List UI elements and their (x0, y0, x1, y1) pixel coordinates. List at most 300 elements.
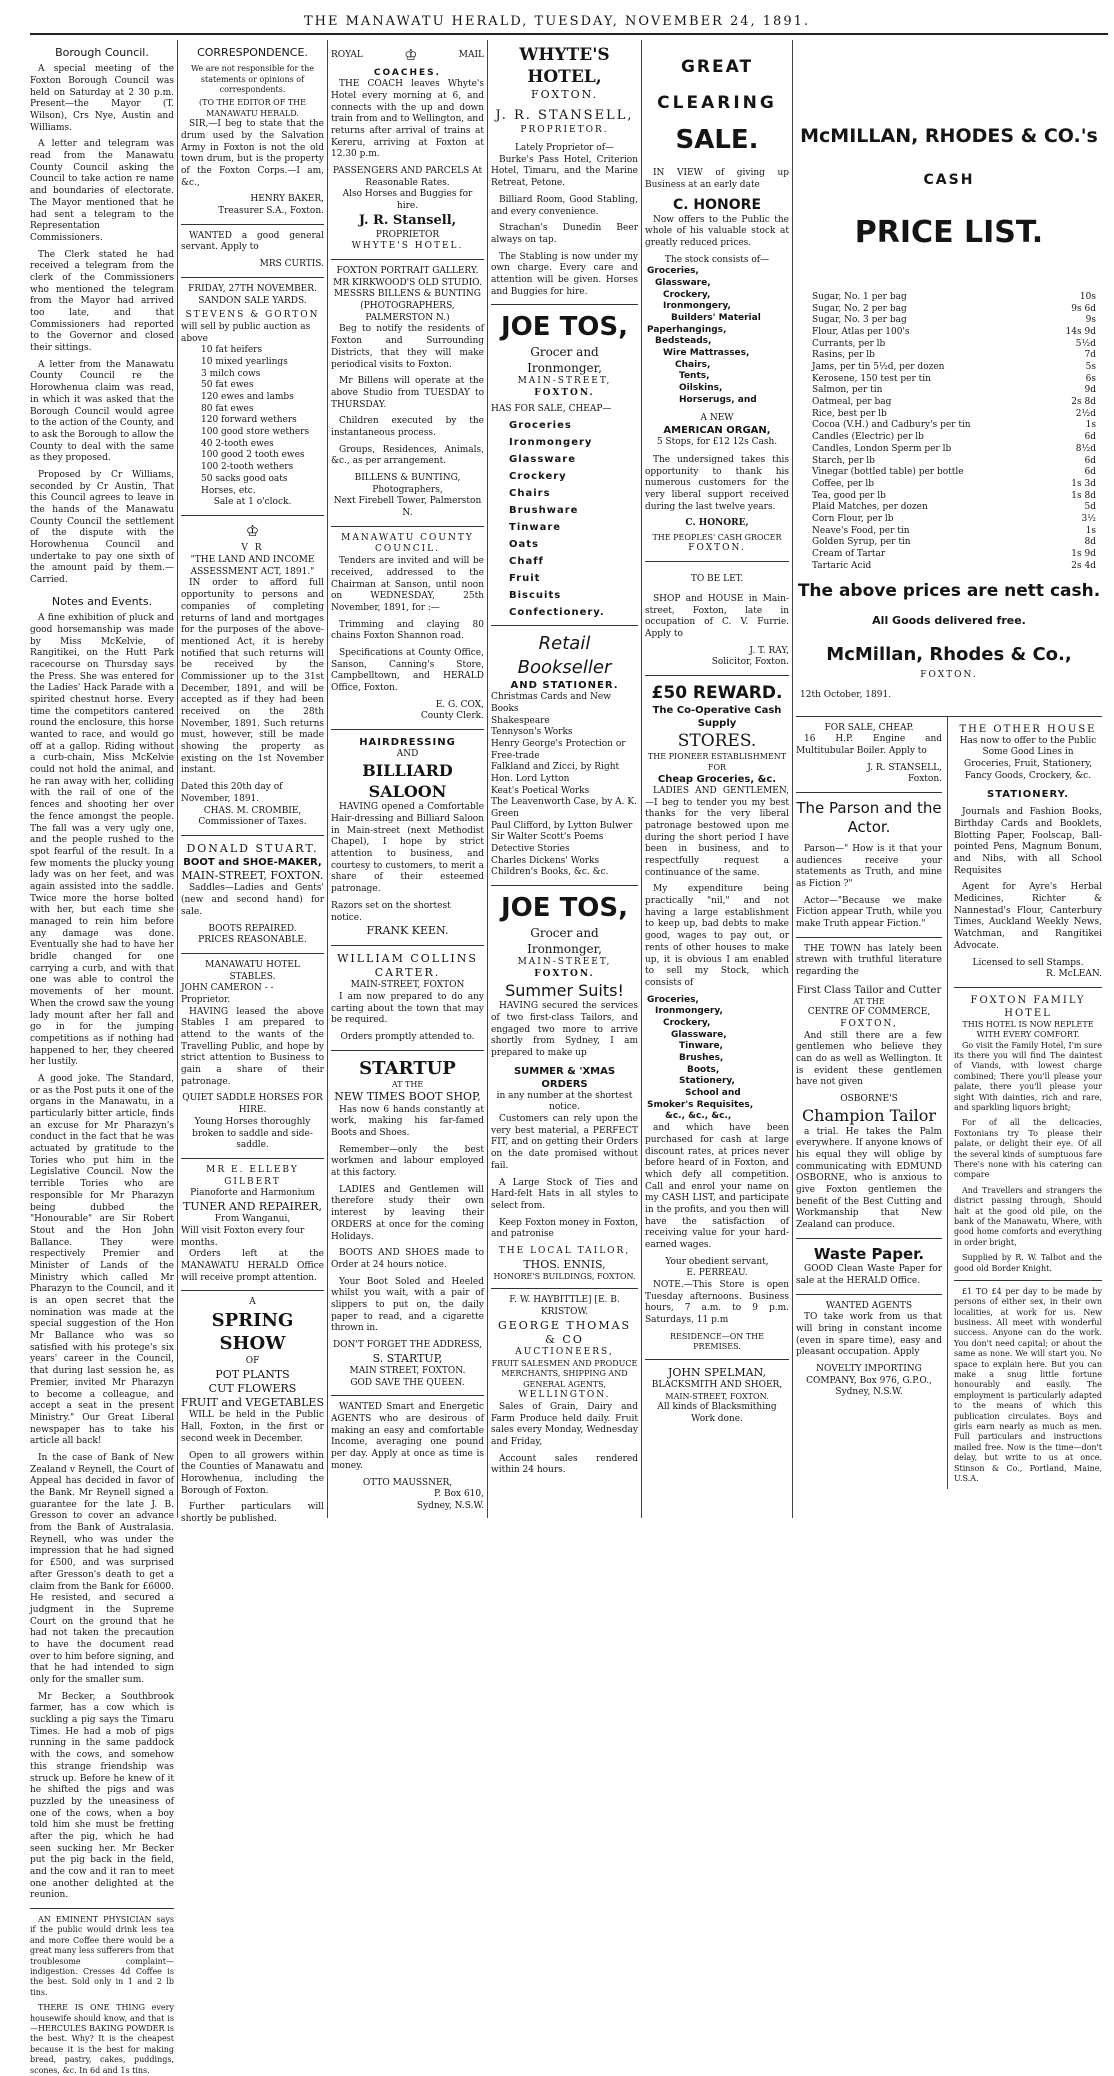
coop-list (645, 995, 789, 1124)
billens-signature: BILLENS & BUNTING, Photographers, (354, 473, 461, 495)
billens-address: Next Firebell Tower, Palmerston N. (333, 496, 482, 519)
mail-label: MAIL (458, 49, 484, 60)
article-paragraph: Proposed by Cr Williams, seconded by Cr Austin, That this Council agrees to leave in the hands of the Manawatu County Council the settlement of the dispute with the Horowhenua Council and undertake to pay one sixth of the amount paid by them.—Carried. (30, 469, 174, 586)
stock-item: Bedsteads, (655, 336, 712, 347)
wellington-label: WELLINGTON. (518, 1390, 611, 1401)
family-hotel-poem: And Travellers and strangers the district passing through, Should halt at the good old pile, on the bank of the Manawatu, Where, with good home comforts and everything in order bright, (954, 1185, 1102, 1247)
coop-item: Tinware, (679, 1041, 723, 1052)
blacksmith-label: BLACKSMITH AND SHOER, (651, 1379, 783, 1390)
divider (331, 729, 484, 730)
column-rule (327, 40, 328, 1518)
divider (645, 1359, 789, 1360)
price-row (796, 374, 1102, 386)
stock-item: 40 2-tooth ewes (201, 438, 274, 449)
price-value: 9s 6d (1071, 303, 1096, 314)
actor-text: Actor—"Because we make Fiction appear Truth, while you make Truth appear Fiction." (796, 895, 942, 930)
haybittle-line: F. W. HAYBITTLE] [E. B. KRISTOW. (509, 1295, 620, 1318)
hotel-text: The Stabling is now under my own charge. Every care and attention will be given. Horses and Buggies for hire. (491, 251, 638, 297)
price-value: 9s (1085, 315, 1096, 326)
divider (331, 259, 484, 260)
goods-item: Confectionery. (509, 607, 605, 619)
passengers: PASSENGERS AND PARCELS At Reasonable Rates. (332, 166, 483, 188)
stock-item: Wire Mattrasses, (663, 348, 750, 359)
bookseller-title: Retail Bookseller (517, 633, 612, 678)
tuner-title: TUNER AND REPAIRER, (182, 1199, 322, 1213)
offers-text: Now offers to the Public the whole of his valuable stock at greatly reduced prices. (645, 214, 789, 248)
startup-address: MAIN STREET, FOXTON. (349, 1366, 466, 1376)
price-row (796, 526, 1102, 538)
tax-heading: "THE LAND AND INCOME ASSESSMENT ACT, 1891." (190, 555, 315, 577)
price-item: Starch, per lb (812, 455, 875, 466)
divider (181, 224, 324, 225)
divider (331, 1050, 484, 1051)
startup-title: STARTUP (359, 1057, 456, 1079)
residence: RESIDENCE—ON THE PREMISES. (670, 1331, 764, 1352)
great-label: GREAT (680, 57, 754, 77)
tailor-text: Customers can rely upon the very best material, a PERFECT FIT, and on getting their Orders on the date promised without fail. (491, 1114, 638, 1171)
coop-item: Groceries, (647, 994, 699, 1005)
stock-item: Horserugs, and (679, 394, 757, 405)
hotel-text: Burke's Pass Hotel, Criterion Hotel, Timaru, and the Marine Retreat, Petone. (491, 154, 638, 189)
price-value: 6d (1084, 455, 1096, 466)
goods-item: Tinware (509, 522, 562, 534)
price-item: Flour, Atlas per 100's (812, 326, 910, 337)
kirkwood-studio: MR KIRKWOOD'S OLD STUDIO. (333, 277, 482, 288)
price-row (796, 549, 1102, 561)
stationery-text: Agent for Ayre's Herbal Medicines, Richter & Nannestad's Flour, Canterbury Times, Auckland Weekly News, Watchman, and Rangitikei Advocate. (954, 882, 1102, 951)
town-text: THE TOWN has lately been strewn with truthful literature regarding the (796, 943, 942, 978)
divider (796, 1238, 942, 1239)
wanted-contact: MRS CURTIS. (259, 259, 324, 270)
divider (181, 1290, 324, 1291)
goods-item: Brushware (509, 505, 579, 517)
coffee-ad: AN EMINENT PHYSICIAN says if the public would drink less tea and more Coffee there would be a great many less sufferers from that troublesome complaint—indigestion. Cresses 4d Coffee is the best. Sold only in 1 and 2 lb tins. (30, 1915, 174, 1997)
article-paragraph: A letter from the Manawatu County Council re the Horowhenua claim was read, in which it was asked that the Borough Council would agree to the action of the County, and to ask the Borough to allow the County to deal with the same as they proposed. (30, 359, 174, 464)
column-1 (30, 44, 174, 2075)
reward-title: £50 REWARD. (651, 682, 783, 703)
divider (181, 277, 324, 278)
price-row (796, 315, 1102, 327)
price-value: 8½d (1075, 443, 1096, 454)
price-row (796, 467, 1102, 479)
borough-council-heading: Borough Council. (55, 46, 149, 59)
divider (796, 1294, 942, 1295)
parson-actor-title: The Parson and the Actor. (796, 798, 942, 837)
price-row (796, 327, 1102, 339)
per-day-ad: £1 TO £4 per day to be made by persons of either sex, in their own localities, at work for us. New business. All meet with wonderful success. Anyone can do the work. You don't need capital; or about the same as none. We will start you. No space to explain here. But you can make a snug little fortune honourably and easily. The employment is particularly adapted to the means of which this publication circulates. Boys and girls earn nearly as much as men. Full particulars and instructions mailed free. Now is the time—don't delay, but write to us at once. Stinson & Co., Portland, Maine, U.S.A. (954, 1286, 1102, 1483)
main-street: MAIN-STREET, (517, 957, 612, 968)
notice-text: in any number at the shortest notice. (496, 1090, 633, 1113)
price-value: 2½d (1075, 408, 1096, 419)
billens-text: Mr Billens will operate at the above Studio from TUESDAY to THURSDAY. (331, 376, 484, 410)
startup-name: S. STARTUP, (372, 1351, 443, 1365)
bootmaker-address: MAIN-STREET, FOXTON. (181, 869, 324, 883)
price-item: Candles, London Sperm per lb (812, 443, 952, 454)
price-item: Plaid Matches, per dozen (812, 502, 928, 513)
foxton-label: FOXTON. (534, 387, 595, 398)
a-new-label: A NEW (700, 412, 734, 423)
price-value: 7d (1084, 350, 1096, 361)
honore-name: C. HONORE (672, 197, 762, 214)
book-item: Tennyson's Works (491, 727, 573, 738)
clerk-name: E. G. COX, (435, 699, 484, 710)
saddle-horses: QUIET SADDLE HORSES FOR HIRE. (182, 1093, 323, 1116)
foxton-label: FOXTON. (530, 88, 599, 102)
coop-item: Brushes, (679, 1053, 724, 1064)
article-paragraph: A special meeting of the Foxton Borough Council was held on Saturday at 2 30 p.m. Present—the Mayor (T. Wilson), Crs Nye, Austin and Williams. (30, 64, 174, 133)
sale-place: SANDON SALE YARDS. (198, 295, 307, 306)
saloon-text: HAVING opened a Comfortable Hair-dressing and Billiard Saloon in Main-street (next Methodist Chapel), I hope by strict attention to business, and courtesy to customers, to merit a share of their esteemed patronage. (331, 802, 484, 895)
price-item: Rice, best per lb (812, 408, 887, 419)
tax-notice: IN order to afford full opportunity to persons and companies of completing returns of land and mortgages for the purposes of the above-mentioned Act, it is hereby notified that such returns will be received by the Commissioner up to the 31st December, 1891, and will be accepted as if they had been received on the 28th November, 1891. Such returns must, however, still be made showing the property as existing on the 1st November instant. (181, 578, 324, 776)
account-text: Account sales rendered within 24 hours. (491, 1453, 638, 1476)
auctioneer-name: STEVENS & GORTON (185, 310, 320, 321)
other-house-line: Some Good Lines in (982, 747, 1074, 758)
engine-text: 16 H.P. Engine and Multitubular Boiler. Apply to (796, 734, 942, 756)
startup-text: BOOTS AND SHOES made to Order at 24 hours notice. (331, 1248, 484, 1270)
masthead-title: THE MANAWATU HERALD, TUESDAY, NOVEMBER 24, 1891. (303, 14, 811, 29)
at-the: AT THE (391, 1079, 424, 1089)
keen-name: FRANK KEEN. (366, 924, 449, 938)
honore-buildings: HONORE'S BUILDINGS, FOXTON. (493, 1271, 636, 1281)
stock-item: 100 good store wethers (201, 427, 310, 438)
collins-orders: Orders promptly attended to. (340, 1031, 475, 1042)
coop-item: School and (685, 1088, 741, 1099)
stock-item: 50 sacks good oats (201, 473, 288, 484)
novelty-company: NOVELTY IMPORTING COMPANY, Box 976, G.P.O., Sydney, N.S.W. (806, 1364, 932, 1398)
stock-item: 120 ewes and lambs (201, 392, 294, 402)
tailor-text: Keep Foxton money in Foxton, and patronise (491, 1217, 638, 1240)
price-row (796, 409, 1102, 421)
collins-name: WILLIAM COLLINS (337, 951, 478, 965)
divider (181, 1158, 324, 1159)
price-list-title: PRICE LIST. (854, 214, 1044, 250)
xmas-orders: SUMMER & 'XMAS ORDERS (513, 1065, 616, 1090)
goods-item: Biscuits (509, 590, 562, 602)
divider (331, 1395, 484, 1396)
tailor-text: HAVING secured the services of two first-class Tailors, and engaged two more to arrive shortly from Sydney, I am prepared to make up (491, 1001, 638, 1059)
foxton-label: FOXTON. (920, 670, 978, 681)
goods-item: Crockery (509, 471, 567, 483)
perreau-name: E. PERREAU. (686, 1268, 748, 1279)
foxton-label: FOXTON, (840, 1018, 898, 1029)
price-item: Corn Flour, per lb (812, 513, 894, 524)
price-item: Oatmeal, per bag (812, 397, 892, 408)
other-house-title: THE OTHER HOUSE (959, 723, 1097, 735)
price-value: 1s 3d (1071, 478, 1096, 489)
billens-text: Groups, Residences, Animals, &c., as per arrangement. (331, 444, 484, 467)
price-item: Sugar, No. 3 per bag (812, 315, 907, 326)
coop-label: The Co-Operative Cash Supply (652, 705, 782, 730)
stops-label: 5 Stops, for £12 12s Cash. (656, 437, 778, 448)
show-further: Further particulars will shortly be published. (181, 1502, 324, 1524)
maussner-city: Sydney, N.S.W. (416, 1500, 484, 1511)
view-text: IN VIEW of giving up Business at an early date (645, 167, 789, 190)
divider (491, 625, 638, 626)
proprietor-label: PROPRIETOR. (520, 125, 609, 136)
local-tailor: THE LOCAL TAILOR, (498, 1245, 631, 1256)
lower-section (796, 716, 1102, 1490)
price-value: 2s 4d (1071, 560, 1096, 571)
stock-item: 120 forward wethers (201, 415, 297, 426)
show-text: WILL be held in the Public Hall, Foxton, in the first or second week in December. (181, 1410, 324, 1444)
agents-wanted: WANTED Smart and Energetic AGENTS who are desirous of making an easy and comfortable Income, averaging one pound per day. Apply at once as time is money. (331, 1402, 484, 1471)
thanks-text: The undersigned takes this opportunity to thank his numerous customers for the very liberal support received during the last twelve years. (645, 454, 789, 512)
price-item: Salmon, per tin (812, 385, 883, 396)
price-value: 14s 9d (1065, 326, 1096, 337)
wanted-servant: WANTED a good general servant. Apply to (181, 230, 324, 253)
correspondence-heading: CORRESPONDENCE. (197, 46, 308, 59)
coop-item: &c., &c., &c., (665, 1111, 732, 1122)
price-item: Golden Syrup, per tin (812, 537, 911, 548)
stock-item: Chairs, (675, 359, 711, 370)
stock-item: Builders' Material (671, 313, 761, 324)
price-row (796, 420, 1102, 432)
crest-icon: ♔ (245, 521, 260, 540)
divider (331, 945, 484, 946)
lower-right-column (948, 717, 1102, 1490)
goods-item: Glassware (509, 454, 576, 466)
stock-item: Crockery, (663, 289, 711, 300)
waste-paper-text: GOOD Clean Waste Paper for sale at the HERALD Office. (796, 1264, 942, 1286)
startup-text: Has now 6 hands constantly at work, making his far-famed Boots and Shoes. (331, 1104, 484, 1139)
stock-item: 100 2-tooth wethers (201, 462, 294, 473)
coop-item: Glassware, (671, 1029, 727, 1040)
grocer-label: Grocer and Ironmonger, (527, 345, 602, 375)
foxton-label: FOXTON. (688, 543, 746, 554)
divider (181, 515, 324, 516)
price-item: Tartaric Acid (812, 560, 872, 571)
column-5 (645, 44, 789, 1516)
book-item: Keat's Poetical Works (491, 785, 590, 796)
price-value: 6d (1084, 467, 1096, 478)
osborne-label: OSBORNE'S (840, 1094, 898, 1105)
ray-title: Solicitor, Foxton. (711, 657, 789, 668)
tuner-line: Pianoforte and Harmonium (190, 1188, 315, 1199)
stock-item: Oilskins, (679, 383, 723, 394)
main-street: MAIN-STREET, (517, 376, 612, 387)
show-of: OF (245, 1355, 260, 1366)
price-row (796, 456, 1102, 468)
masthead (0, 0, 1114, 34)
divider (645, 561, 789, 562)
price-row (796, 362, 1102, 374)
stock-item: Tents, (679, 371, 710, 382)
column-4 (491, 44, 638, 1516)
divider (796, 937, 942, 938)
tuner-visit: Will visit Foxton every four months. (181, 1225, 305, 1248)
tax-title: Commissioner of Taxes. (198, 817, 307, 828)
show-open: Open to all growers within the Counties of Manawatu and Horowhenua, including the Borough of Foxton. (181, 1450, 324, 1496)
divider (645, 675, 789, 676)
divider (30, 1908, 174, 1909)
razors: Razors set on the shortest notice. (331, 900, 451, 923)
price-value: 5½d (1075, 338, 1096, 349)
price-row (796, 537, 1102, 549)
coop-item: Crockery, (663, 1017, 711, 1028)
champion-tailor: Champion Tailor (801, 1105, 937, 1125)
price-row (796, 432, 1102, 444)
price-item: Currants, per lb (812, 338, 886, 349)
price-row (796, 385, 1102, 397)
price-value: 1s 9d (1071, 549, 1096, 559)
book-item: Shakespeare (491, 715, 550, 726)
for-sale-cheap: FOR SALE, CHEAP. (824, 722, 914, 733)
clearing-label: CLEARING (657, 93, 777, 114)
stock-item: Horses, etc. (201, 485, 256, 496)
stansell-prop: PROPRIETOR (375, 229, 440, 240)
honore-signature: C. HONORE, (685, 518, 749, 529)
cheap-groceries: Cheap Groceries, &c. (657, 773, 777, 785)
delivered-free: All Goods delivered free. (872, 614, 1026, 628)
price-row (796, 397, 1102, 409)
stationery-title: STATIONERY. (987, 789, 1069, 801)
whytes-label: WHYTE'S HOTEL. (351, 241, 464, 252)
divider (954, 1280, 1102, 1281)
coop-item: Ironmongery, (655, 1006, 723, 1017)
coop-item: Stationery, (679, 1076, 735, 1087)
price-item: Coffee, per lb (812, 478, 874, 489)
stansell-name: J. R. Stansell, (358, 212, 457, 228)
price-item: Jams, per tin 5½d, per dozen (812, 362, 945, 372)
prices-reasonable: PRICES REASONABLE. (198, 935, 307, 946)
wanted-agents-title: WANTED AGENTS (825, 1300, 913, 1311)
billens-text: Beg to notify the residents of Foxton and Surrounding Districts, that they will make periodical visits to Foxton. (331, 324, 484, 370)
boots-repaired: BOOTS REPAIRED. (208, 923, 297, 934)
bootmaker-trade: BOOT and SHOE-MAKER, (183, 857, 322, 869)
price-row (796, 514, 1102, 526)
osborne-text: a trial. He takes the Palm everywhere. If anyone knows of his equal they will oblige by communicating with EDMUND OSBORNE, who is anxious to give Foxton gentlemen the benefit of the Best Cutting and Workmanship that New Zealand can produce. (796, 1126, 942, 1231)
stock-item: Paperhangings, (647, 324, 727, 335)
family-hotel-title: FOXTON FAMILY HOTEL (970, 994, 1086, 1019)
show-fruit: FRUIT and VEGETABLES (181, 1396, 324, 1410)
stables-text: HAVING leased the above Stables I am prepared to attend to the wants of the Travelling Public, and hope by strict attention to Business to gain a share of their patronage. (181, 1006, 324, 1087)
disclaimer: We are not responsible for the statements or opinions of correspondents. (190, 64, 315, 95)
book-item: Paul Clifford, by Lytton Bulwer (491, 820, 633, 831)
stationery-text: Journals and Fashion Books, Birthday Cards and Booklets, Blotting Paper, Foolscap, Ball-pointed Pens, Magnum Bonum, and Nibs, with all School Requisites (954, 807, 1102, 876)
coop-item: Smoker's Requisites, (647, 1099, 754, 1110)
coop-text: LADIES AND GENTLEMEN,—I beg to tender you my best thanks for the very liberal patronage bestowed upon me during the short period I have been in business, and to respectfully request a continuance of the same. (645, 785, 789, 878)
stock-item: 10 fat heifers (201, 345, 263, 356)
price-item: Sugar, No. 2 per bag (812, 303, 907, 314)
column-rule (641, 40, 642, 1518)
price-row (796, 444, 1102, 456)
sale-date: FRIDAY, 27TH NOVEMBER. (188, 283, 317, 294)
wanted-agents-text: TO take work from us that will bring in constant income (even in spare time), easy and pleasant occupation. Apply (796, 1312, 942, 1358)
portrait-gallery: FOXTON PORTRAIT GALLERY. (336, 266, 479, 277)
column-3 (331, 44, 484, 1516)
hairdressing-title: HAIRDRESSING (359, 737, 456, 749)
stock-list (181, 345, 324, 497)
coop-text: and which have been purchased for cash at large discount rates, at prices never before heard of in Foxton, and which defy all competition. Call and enrol your name on my CASH LIST, and participate in the profits, and you then will have the satisfaction of receiving value for your hard-earned wages. (645, 1123, 789, 1251)
maussner-box: P. Box 610, (434, 1489, 484, 1500)
article-paragraph: In the case of Bank of New Zealand v Reynell, the Court of Appeal has decided in favor of the Bank. Mr Reynell signed a guarantee for the late J. B. Gresson to cover an advance from the Bank of Australasia. Reynell, who was under the impression that he had signed for £500, and was surprised after Gresson's death to get a claim from the Bank for £6000. He resisted, and secured a judgment in the Supreme Court on the ground that he had not taken the precaution to have the document read over to him before signing, and that he had intended to sign only for the smaller sum. (30, 1452, 174, 1686)
price-row (796, 561, 1102, 573)
mcmillan-title: McMILLAN, RHODES & CO.'s (800, 125, 1098, 147)
stock-item: 50 fat ewes (201, 380, 254, 391)
maussner-name: OTTO MAUSSNER, (362, 1477, 453, 1488)
other-house-line: Has now to offer to the Public (959, 735, 1097, 746)
to-let-label: TO BE LET. (690, 574, 744, 585)
book-item: Charles Dickens' Works (491, 855, 600, 866)
stock-item: Groceries, (647, 266, 699, 277)
divider (491, 885, 638, 886)
price-value: 1s (1085, 525, 1096, 536)
divider (796, 792, 942, 793)
stock-label: The stock consists of— (664, 254, 770, 265)
show-pots: POT PLANTS (215, 1367, 290, 1381)
billiard-saloon-title: BILLIARD SALOON (362, 760, 453, 801)
goods-item: Chairs (509, 488, 551, 500)
book-list (491, 692, 638, 879)
carter-label: CARTER. (374, 965, 441, 979)
column-6 (796, 44, 1102, 1516)
mcmillan-signature: McMillan, Rhodes & Co., (826, 643, 1072, 665)
lately-label: Lately Proprietor of— (514, 143, 615, 154)
auction-text: will sell by public auction as above (181, 321, 311, 344)
price-row (796, 479, 1102, 491)
tax-signature: CHAS. M. CROMBIE, (203, 805, 302, 816)
collins-address: MAIN-STREET, FOXTON (350, 980, 465, 991)
price-value: 1s (1085, 420, 1096, 431)
goods-item: Fruit (509, 573, 541, 585)
tender-text: Specifications at County Office, Sanson, Canning's Store, Campbelltown, and HERALD Office, Foxton. (331, 647, 484, 694)
divider (331, 526, 484, 527)
vr-mark: V R (241, 543, 264, 554)
price-item: Kerosene, 150 test per tin (812, 373, 931, 384)
article-paragraph: A good joke. The Standard, or as the Post puts it one of the organs in the Manawatu, in a particularly bitter article, finds an excuse for Mr Pharazyn's conduct in the fact that he was actuated by gratitude to the Tories who put him in the Legislative Council. Now the terrible Tories who are responsible for Mr Pharazyn being dubbed the "Honourable" are Sir Robert Stout and the Hon John Ballance. They were respectively Premier and Minister of Lands of the Ministry which called Mr Pharazyn to the Council, and it is an open secret that the nomination was made at the special suggestion of the Hon Mr Ballance who was so satisfied with his protege's six years' career in the Council, that during last session he, as Premier, invited Mr Pharazyn to become a colleague, and accept a seat in the present Ministry." Our Great Liberal newspaper has to take his article all back! (30, 1073, 174, 1447)
price-value: 5d (1084, 502, 1096, 513)
article-paragraph: Mr Becker, a Southbrook farmer, has a cow which is suckling a pig says the Timaru Times. He had a mob of pigs running in the same paddock with the cows, and somehow this strange friendship was struck up. Before he knew of it he shifted the pigs and was puzzled by the uneasiness of one of the cows, when a boy told him she must be fretting after the pig, which he had seen sucking her. Mr Becker put the pig back in the field, and the cow and it ran to meet one another delighted at the reunion. (30, 1691, 174, 1901)
stock-item: 80 fat ewes (201, 403, 254, 414)
divider (491, 304, 638, 305)
column-2 (181, 44, 324, 1524)
joe-tos-title: JOE TOS, (500, 312, 629, 343)
joe-tos-title: JOE TOS, (500, 893, 629, 924)
billens-sub: (PHOTOGRAPHERS, PALMERSTON N.) (360, 301, 455, 323)
mclean-name: R. McLEAN. (1046, 969, 1102, 980)
auctioneers: AUCTIONEERS, (515, 1347, 614, 1358)
price-item: Sugar, No. 1 per bag (812, 291, 907, 302)
engine-place: Foxton. (908, 774, 942, 785)
baking-powder-ad: THERE IS ONE THING every housewife should know, and that is—HERCULES BAKING POWDER is the best. Why? It is the cheapest because it is the best for making bread, pastry, cakes, puddings, scones, &c. In 6d and 1s tins. (30, 2003, 174, 2075)
startup-text: Remember—only the best workmen and labour employed at this factory. (331, 1144, 484, 1179)
book-item: Sir Walter Scott's Poems (491, 832, 604, 843)
sale-time: Sale at 1 o'clock. (213, 497, 292, 508)
other-house-goods: Groceries, Fruit, Stationery, Fancy Goods, Crockery, &c. (964, 758, 1092, 781)
tuner-name: MR E. ELLEBY GILBERT (206, 1164, 299, 1187)
peoples-grocer: THE PEOPLES' CASH GROCER (652, 533, 782, 543)
price-value: 6s (1085, 373, 1096, 384)
coach-text: THE COACH leaves Whyte's Hotel every morning at 6, and connects with the up and down train from and to Wellington, and returns after arrival of trains at Kereru, arriving at Foxton at 12.30 p.m. (331, 79, 484, 160)
spelman-text: All kinds of Blacksmithing Work done. (657, 1402, 777, 1424)
divider (491, 1288, 638, 1289)
article-paragraph: A fine exhibition of pluck and good horsemanship was made by Miss McKelvie, of Rangitikei, on the Hutt Park racecourse on Thursday says the Press. She was entered for the Ladies' Hack Parade with a spirited chestnut horse. Every time the competitors cantered round the enclosure, this horse wanted to race, and would go off at a gallop. Riding without a curb-chain, Miss McKelvie could not hold the animal, and he ran away with her, colliding with the rail of one of the fences and shooting her over the fence amongst the people. The fall was a very ugly one, and the people rushed to the spot fearful of the result. In a few moments the plucky young lady was on her feet, and was again assisted into the saddle. Twice more the horse bolted with her, but each time she managed to rein him before any damage was done. Eventually she had to have her bridle changed for one carrying a curb, and with that one was able to control the movements of her mount. When the crowd saw the young lady mount after her fall and go in for the jumping competitions as if nothing had happened to her, they cheered her lustily. (30, 613, 174, 1068)
column-rule (792, 40, 793, 1518)
masthead-rule (30, 33, 1108, 35)
sale-label: SALE. (675, 125, 759, 156)
tailor-text: And still there are a few gentlemen who believe they can do as well as Wellington. It is evident these gentlemen have not given (796, 1030, 942, 1088)
stock-item: 3 milch cows (201, 368, 261, 379)
price-row (796, 339, 1102, 351)
first-class-tailor: First Class Tailor and Cutter (796, 984, 942, 996)
family-hotel-poem: Go visit the Family Hotel, I'm sure its there you will find The daintest of Viands, with lowest charge combined; There you'll please your palate, there you'll please your sight With dainties, rich and rare, and sparkling liquors bright; (954, 1040, 1102, 1113)
tuner-origin: From Wanganui, (214, 1214, 291, 1225)
book-item: The Leavenworth Case, by A. K. Green (491, 797, 637, 820)
clerk-title: County Clerk. (420, 711, 484, 722)
price-value: 1s 8d (1071, 490, 1096, 501)
price-item: Vinegar (bottled table) per bottle (812, 467, 964, 478)
